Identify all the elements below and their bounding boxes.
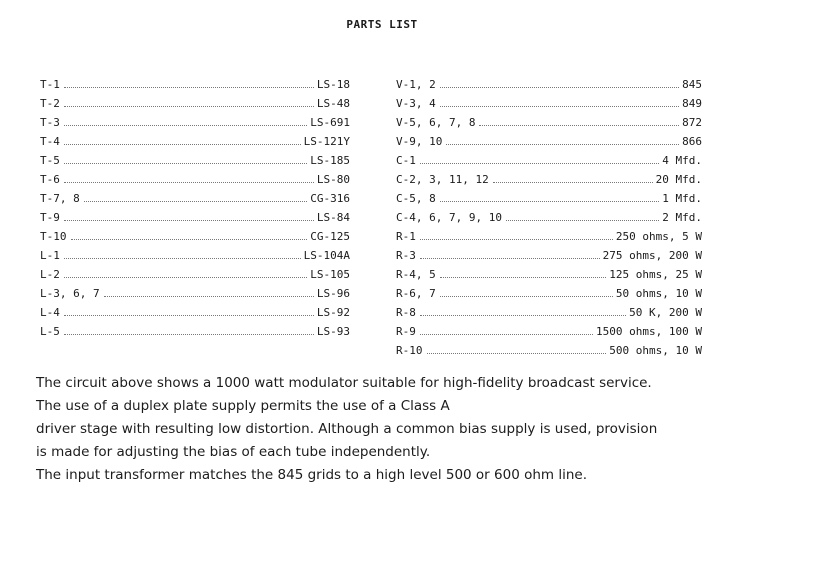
parts-row <box>40 110 350 129</box>
part-designator: V-3, 4 <box>396 97 436 110</box>
parts-row <box>40 167 350 186</box>
part-value: LS-48 <box>316 97 350 110</box>
part-designator: L-2 <box>40 268 60 281</box>
dot-leader <box>84 201 308 202</box>
part-value: 250 ohms, 5 W <box>615 230 702 243</box>
part-designator: L-1 <box>40 249 60 262</box>
dot-leader <box>64 182 314 183</box>
part-value: LS-93 <box>316 325 350 338</box>
description-text <box>36 372 776 487</box>
part-value: 845 <box>682 78 702 91</box>
dot-leader <box>440 296 613 297</box>
part-designator: T-6 <box>40 173 60 186</box>
dot-leader <box>64 144 301 145</box>
dot-leader <box>506 220 659 221</box>
part-value: LS-96 <box>316 287 350 300</box>
part-value: 50 K, 200 W <box>629 306 702 319</box>
part-value: LS-691 <box>310 116 350 129</box>
parts-list-title: PARTS LIST <box>346 18 418 31</box>
part-designator: T-9 <box>40 211 60 224</box>
dot-leader <box>440 277 607 278</box>
dot-leader <box>479 125 679 126</box>
parts-row <box>396 262 702 281</box>
dot-leader <box>420 239 613 240</box>
part-value: LS-18 <box>316 78 350 91</box>
part-value: 125 ohms, 25 W <box>609 268 702 281</box>
part-value: 1 Mfd. <box>662 192 702 205</box>
dot-leader <box>420 163 659 164</box>
dot-leader <box>64 125 307 126</box>
dot-leader <box>64 163 307 164</box>
parts-row <box>396 167 702 186</box>
part-designator: R-1 <box>396 230 416 243</box>
part-designator: C-5, 8 <box>396 192 436 205</box>
parts-row <box>396 338 702 357</box>
parts-row <box>40 91 350 110</box>
dot-leader <box>420 315 626 316</box>
parts-row <box>396 319 702 338</box>
part-designator: C-1 <box>396 154 416 167</box>
part-designator: L-5 <box>40 325 60 338</box>
part-designator: T-2 <box>40 97 60 110</box>
part-value: LS-104A <box>303 249 350 262</box>
dot-leader <box>64 315 314 316</box>
parts-row <box>396 129 702 148</box>
parts-row <box>40 262 350 281</box>
part-designator: C-2, 3, 11, 12 <box>396 173 489 186</box>
part-value: 2 Mfd. <box>662 211 702 224</box>
parts-row <box>40 148 350 167</box>
dot-leader <box>71 239 308 240</box>
parts-row <box>396 300 702 319</box>
part-designator: T-10 <box>40 230 67 243</box>
description-line: The input transformer matches the 845 grids to a high level 500 or 600 ohm line. <box>36 467 587 483</box>
part-value: 500 ohms, 10 W <box>609 344 702 357</box>
part-designator: R-8 <box>396 306 416 319</box>
parts-row <box>40 186 350 205</box>
part-value: CG-316 <box>310 192 350 205</box>
description-line: The use of a duplex plate supply permits the use of a Class A <box>36 398 450 414</box>
parts-row <box>396 186 702 205</box>
part-designator: R-10 <box>396 344 423 357</box>
parts-row <box>396 205 702 224</box>
dot-leader <box>427 353 607 354</box>
parts-row <box>396 91 702 110</box>
part-value: CG-125 <box>310 230 350 243</box>
part-designator: V-9, 10 <box>396 135 443 148</box>
dot-leader <box>64 106 314 107</box>
parts-row <box>40 319 350 338</box>
parts-row <box>40 281 350 300</box>
part-value: 275 ohms, 200 W <box>602 249 702 262</box>
part-value: 866 <box>682 135 702 148</box>
part-designator: R-4, 5 <box>396 268 436 281</box>
part-designator: R-9 <box>396 325 416 338</box>
dot-leader <box>493 182 653 183</box>
part-value: 50 ohms, 10 W <box>615 287 702 300</box>
parts-list-right-column <box>396 72 702 357</box>
description-line: is made for adjusting the bias of each tube independently. <box>36 444 431 460</box>
part-value: 4 Mfd. <box>662 154 702 167</box>
part-designator: V-1, 2 <box>396 78 436 91</box>
part-designator: L-4 <box>40 306 60 319</box>
parts-row <box>40 224 350 243</box>
parts-row <box>396 148 702 167</box>
parts-row <box>396 72 702 91</box>
part-value: LS-92 <box>316 306 350 319</box>
part-designator: V-5, 6, 7, 8 <box>396 116 476 129</box>
part-designator: T-5 <box>40 154 60 167</box>
part-designator: C-4, 6, 7, 9, 10 <box>396 211 502 224</box>
parts-row <box>40 129 350 148</box>
parts-row <box>40 243 350 262</box>
parts-row <box>40 205 350 224</box>
part-designator: T-7, 8 <box>40 192 80 205</box>
part-value: LS-84 <box>316 211 350 224</box>
part-designator: R-6, 7 <box>396 287 436 300</box>
parts-row <box>396 110 702 129</box>
dot-leader <box>64 87 314 88</box>
part-designator: R-3 <box>396 249 416 262</box>
dot-leader <box>420 258 600 259</box>
part-designator: T-4 <box>40 135 60 148</box>
part-designator: T-1 <box>40 78 60 91</box>
part-value: LS-121Y <box>303 135 350 148</box>
dot-leader <box>64 277 307 278</box>
part-value: LS-185 <box>310 154 350 167</box>
parts-row <box>396 281 702 300</box>
part-value: 20 Mfd. <box>655 173 702 186</box>
dot-leader <box>64 258 301 259</box>
dot-leader <box>64 220 314 221</box>
dot-leader <box>440 201 660 202</box>
dot-leader <box>440 106 679 107</box>
part-designator: L-3, 6, 7 <box>40 287 100 300</box>
parts-list-left-column <box>40 72 350 338</box>
part-value: LS-105 <box>310 268 350 281</box>
part-value: 849 <box>682 97 702 110</box>
parts-row <box>396 224 702 243</box>
parts-row <box>40 300 350 319</box>
part-value: 1500 ohms, 100 W <box>596 325 702 338</box>
dot-leader <box>440 87 679 88</box>
dot-leader <box>104 296 314 297</box>
parts-row <box>396 243 702 262</box>
dot-leader <box>64 334 314 335</box>
part-value: LS-80 <box>316 173 350 186</box>
dot-leader <box>420 334 593 335</box>
part-value: 872 <box>682 116 702 129</box>
dot-leader <box>446 144 679 145</box>
part-designator: T-3 <box>40 116 60 129</box>
parts-row <box>40 72 350 91</box>
description-line: driver stage with resulting low distortion. Although a common bias supply is used, provision <box>36 421 658 437</box>
description-line: The circuit above shows a 1000 watt modulator suitable for high-fidelity broadcast service. <box>36 375 652 391</box>
